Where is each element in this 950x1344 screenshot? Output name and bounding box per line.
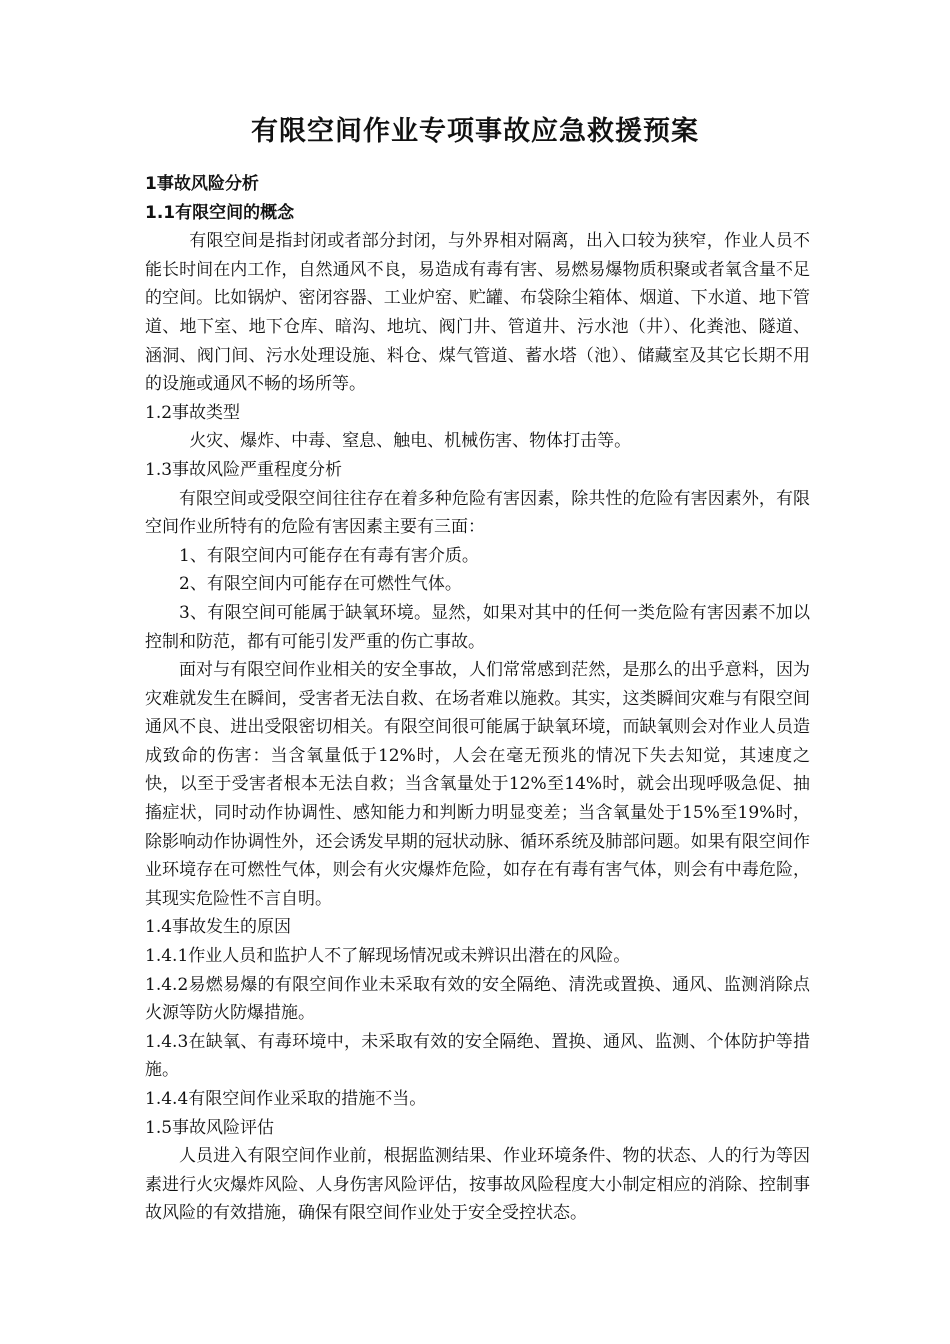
section-heading: 1.4.1作业人员和监护人不了解现场情况或未辨识出潜在的风险。 [145,946,631,967]
document-body [145,170,810,1228]
paragraph: 有限空间或受限空间往往存在着多种危险有害因素，除共性的危险有害因素外，有限空间作业所特有的危险有害因素主要有三面： [145,488,810,538]
section-heading: 1.4.4有限空间作业采取的措施不当。 [145,1089,427,1109]
section-heading: 1.5事故风险评估 [145,1117,275,1138]
paragraph: 3、有限空间可能属于缺氧环境。显然，如果对其中的任何一类危险有害因素不加以控制和防范，都有可能引发严重的伤亡事故。 [145,602,810,652]
section-heading: 1.2事故类型 [145,402,241,423]
section-heading: 1.4事故发生的原因 [145,917,292,938]
section-heading: 1.4.2易燃易爆的有限空间作业未采取有效的安全隔绝、清洗或置换、通风、监测消除点火源等防火防爆措施。 [145,974,810,1024]
section-heading: 1.1有限空间的概念 [145,202,295,223]
paragraph: 2、有限空间内可能存在可燃性气体。 [179,574,462,595]
paragraph: 1、有限空间内可能存在有毒有害介质。 [179,545,479,566]
paragraph: 火灾、爆炸、中毒、窒息、触电、机械伤害、物体打击等。 [189,431,632,452]
section-heading: 1.4.3在缺氧、有毒环境中，未采取有效的安全隔绝、置换、通风、监测、个体防护等措施。 [145,1031,810,1081]
paragraph: 有限空间是指封闭或者部分封闭，与外界相对隔离，出入口较为狭窄，作业人员不能长时间在内工作，自然通风不良，易造成有毒有害、易燃易爆物质积聚或者氧含量不足的空间。比如锅炉、密闭容器、工业炉窑、贮罐、布袋除尘箱体、烟道、下水道、地下管道、地下室、地下仓库、暗沟、地坑、阀门井、管道井、污水池（井）、化粪池、隧道、涵洞、阀门间、污水处理设施、料仓、煤气管道、蓄水塔（池）、储藏室及其它长期不用的设施或通风不畅的场所等。 [145,231,810,395]
paragraph: 人员进入有限空间作业前，根据监测结果、作业环境条件、物的状态、人的行为等因素进行火灾爆炸风险、人身伤害风险评估，按事故风险程度大小制定相应的消除、控制事故风险的有效措施，确保有限空间作业处于安全受控状态。 [145,1146,810,1224]
section-heading: 1.3事故风险严重程度分析 [145,459,343,480]
paragraph: 面对与有限空间作业相关的安全事故，人们常常感到茫然，是那么的出乎意料，因为灾难就发生在瞬间，受害者无法自救、在场者难以施救。其实，这类瞬间灾难与有限空间通风不良、进出受限密切相关。有限空间很可能属于缺氧环境，而缺氧则会对作业人员造成致命的伤害：当含氧量低于12%时，人会在毫无预兆的情况下失去知觉，其速度之快，以至于受害者根本无法自救；当含氧量处于12%至14%时，就会出现呼吸急促、抽搐症状，同时动作协调性、感知能力和判断力明显变差；当含氧量处于15%至19%时，除影响动作协调性外，还会诱发早期的冠状动脉、循环系统及肺部问题。如果有限空间作业环境存在可燃性气体，则会有火灾爆炸危险，如存在有毒有害气体，则会有中毒危险，其现实危险性不言自明。 [145,660,810,909]
section-heading: 1事故风险分析 [145,174,259,194]
document-title: 有限空间作业专项事故应急救援预案 [251,116,699,147]
